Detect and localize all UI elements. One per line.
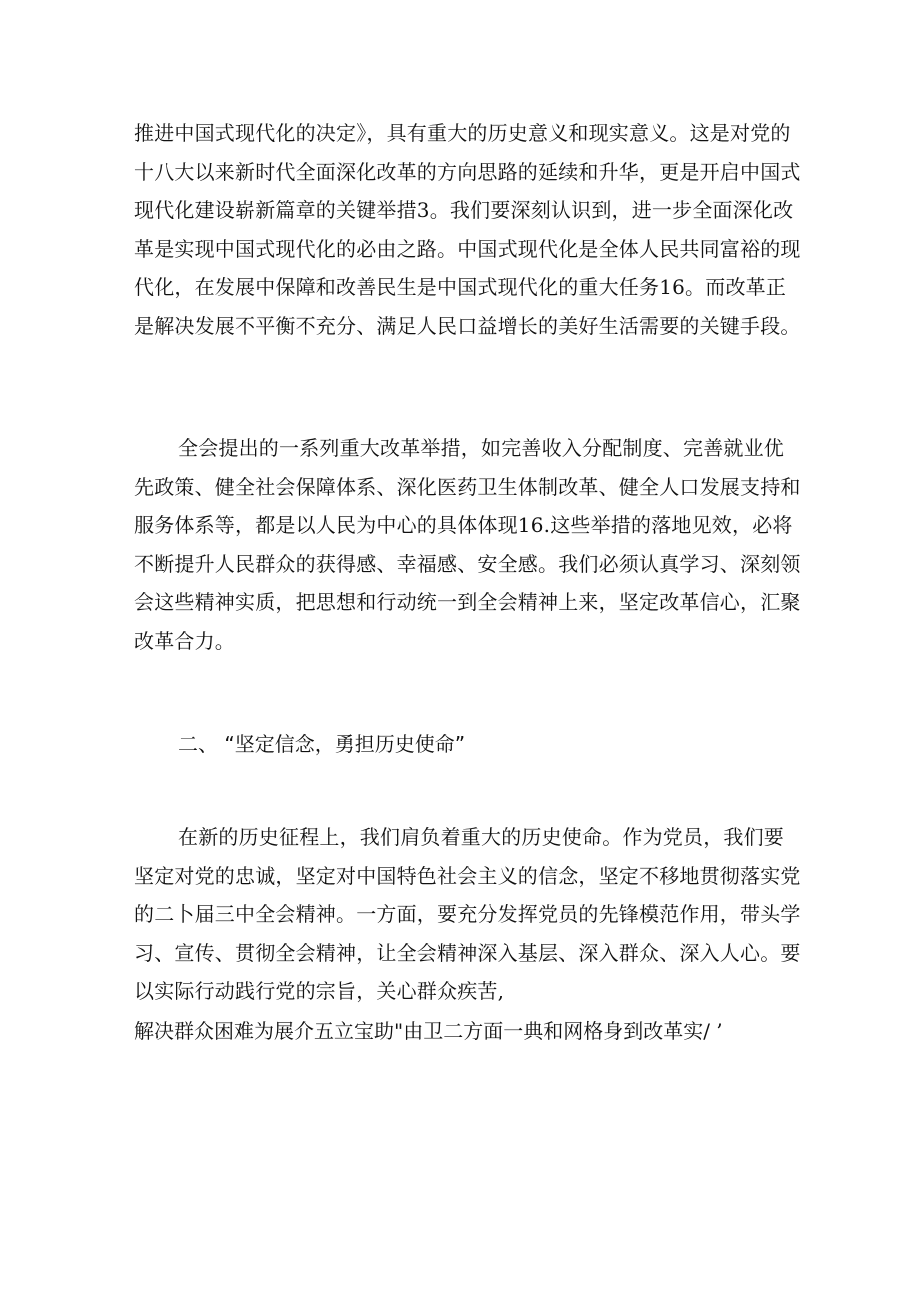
paragraph-line: 不断提升人民群众的获得感、幸福感、安全感。我们必须认真学习、深刻领 bbox=[134, 551, 801, 576]
paragraph-line: 改革合力。 bbox=[134, 628, 235, 653]
paragraph-line: 坚定对党的忠诚，坚定对中国特色社会主义的信念，坚定不移地贯彻落实党 bbox=[134, 863, 801, 888]
paragraph-line: 的二卜届三中全会精神。一方面，要充分发挥党员的先锋模范作用，带头学 bbox=[134, 902, 801, 926]
paragraph-line: 先政策、健全社会保障体系、深化医药卫生体制改革、健全人口发展支持和 bbox=[134, 474, 801, 499]
paragraph-line: 推进中国式现代化的决定》，具有重大的历史意义和现实意义。这是对党的 bbox=[134, 121, 791, 145]
paragraph-line: 十八大以来新时代全面深化改革的方向思路的延续和升华，更是开启中国式 bbox=[134, 159, 801, 184]
paragraph-line: 革是实现中国式现代化的必由之路。中国式现代化是全体人民共同富裕的现 bbox=[134, 236, 801, 261]
paragraph-line: 在新的历史征程上，我们肩负着重大的历史使命。作为党员，我们要 bbox=[178, 825, 784, 849]
paragraph-line: 会这些精神实质，把思想和行动统一到全会精神上来，坚定改革信心，汇聚 bbox=[134, 590, 801, 614]
paragraph-2 bbox=[134, 429, 801, 660]
paragraph-3 bbox=[134, 818, 801, 1011]
section-heading: 二、 “坚定信念，勇担历史使命” bbox=[178, 732, 466, 756]
paragraph-line: 代化，在发展中保障和改善民生是中国式现代化的重大任务16。而改革正 bbox=[134, 275, 787, 299]
paragraph-line: 习、宣传、贯彻全会精神，让全会精神深入基层、深入群众、深入人心。要 bbox=[134, 940, 801, 965]
paragraph-line: 全会提出的一系列重大改革举措，如完善收入分配制度、完善就业优 bbox=[178, 436, 784, 460]
paragraph-line: 以实际行动践行党的宗旨，关心群众疾苦, bbox=[134, 979, 505, 1003]
paragraph-1 bbox=[134, 114, 801, 345]
paragraph-line: 是解决发展不平衡不充分、满足人民口益增长的美好生活需要的关键手段。 bbox=[134, 313, 801, 338]
trailing-line: 解决群众困难为展介五立宝助"由卫二方面一典和网格身到改革实/ ’ bbox=[134, 1019, 723, 1043]
paragraph-line: 服务体系等，都是以人民为中心的具体体现16.这些举措的落地见效，必将 bbox=[134, 513, 793, 537]
paragraph-line: 现代化建设崭新篇章的关键举措3。我们要深刻认识到，进一步全面深化改 bbox=[134, 198, 794, 222]
